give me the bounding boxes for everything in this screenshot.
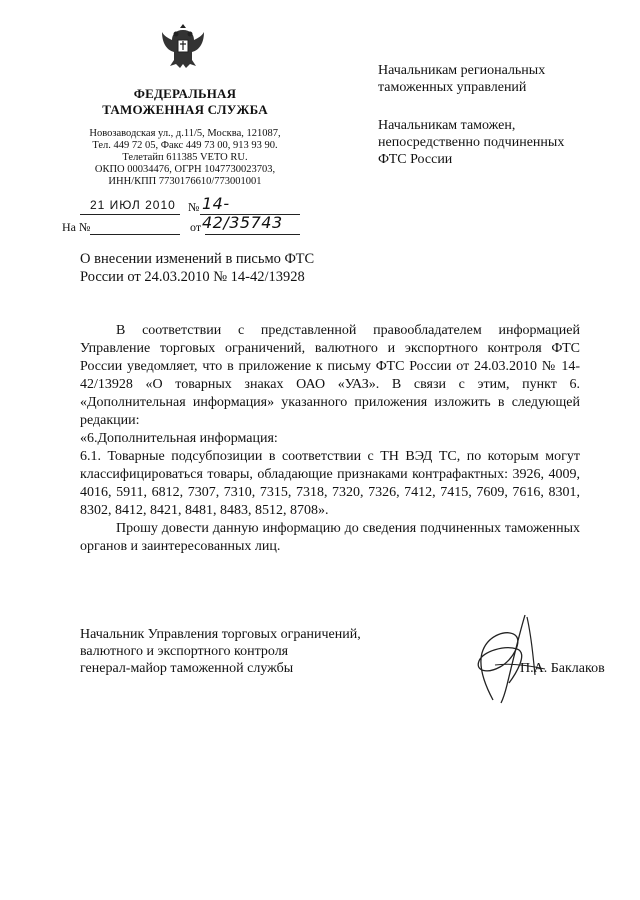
letter-body	[80, 322, 580, 556]
coat-of-arms-icon	[160, 20, 206, 72]
signatory-name: П.А. Баклаков	[520, 661, 605, 676]
subject-line1: О внесении изменений в письмо ФТС	[80, 251, 315, 267]
org-address: Новозаводская ул., д.11/5, Москва, 121087,	[89, 128, 281, 139]
org-teletype: Телетайп 611385 VETO RU.	[122, 152, 248, 163]
reference-from-label: от	[190, 220, 202, 234]
body-paragraph-4: Прошу довести данную информацию до сведения подчиненных таможенных органов и заинтересованных лиц.	[80, 521, 580, 554]
registration-number-field	[200, 194, 300, 232]
reference-number-field	[90, 220, 180, 235]
reference-number-label: На №	[62, 220, 91, 234]
signatory-title-line1: Начальник Управления торговых ограничений,	[80, 627, 361, 642]
registration-number: 14-42/35743	[202, 194, 283, 232]
registration-number-label: №	[188, 200, 200, 214]
addressee-2-line2: непосредственно подчиненных	[378, 135, 565, 150]
addressee-1-line1: Начальникам региональных	[378, 63, 546, 78]
registration-date: 21 ИЮЛ 2010	[90, 198, 176, 212]
addressee-2-line3: ФТС России	[378, 152, 453, 167]
org-name-line2: ТАМОЖЕННАЯ СЛУЖБА	[102, 102, 268, 117]
org-phone: Тел. 449 72 05, Факс 449 73 00, 913 93 90.	[92, 140, 278, 151]
registration-date-field	[80, 200, 180, 215]
reference-date-field	[205, 220, 300, 235]
org-name-line1: ФЕДЕРАЛЬНАЯ	[133, 86, 237, 101]
handwritten-signature	[455, 605, 555, 705]
subject-line2: России от 24.03.2010 № 14-42/13928	[80, 269, 305, 285]
org-okpo: ОКПО 00034476, ОГРН 1047730023703,	[94, 164, 276, 175]
org-inn: ИНН/КПП 7730176610/773001001	[108, 176, 262, 187]
addressee-1-line2: таможенных управлений	[378, 80, 527, 95]
body-paragraph-2: «6.Дополнительная информация:	[80, 431, 278, 446]
body-paragraph-3: 6.1. Товарные подсубпозиции в соответствии с ТН ВЭД ТС, по которым могут классифицироваться товары, обладающие признаками контрафактных: 3926, 4009, 4016, 5911, 6812, 7307, 7310, 7315, 7318, 7320, 7326, 7412, 7415, 7609, 7616, 8301, 8302, 8412, 8421, 8481, 8483, 8512, 8708».	[80, 449, 580, 518]
signatory-title-line2: валютного и экспортного контроля	[80, 644, 289, 659]
addressee-2-line1: Начальникам таможен,	[378, 118, 516, 133]
body-paragraph-1: В соответствии с представленной правообладателем информацией Управление торговых ограничений, валютного и экспортного контроля ФТС России уведомляет, что в приложение к письму ФТС России от 24.03.2010 № 14-42/13928 «О товарных знаках ОАО «УАЗ». В связи с этим, пункт 6. «Дополнительная информация» указанного приложения изложить в следующей редакции:	[80, 323, 580, 428]
signatory-title-line3: генерал-майор таможенной службы	[80, 661, 294, 676]
